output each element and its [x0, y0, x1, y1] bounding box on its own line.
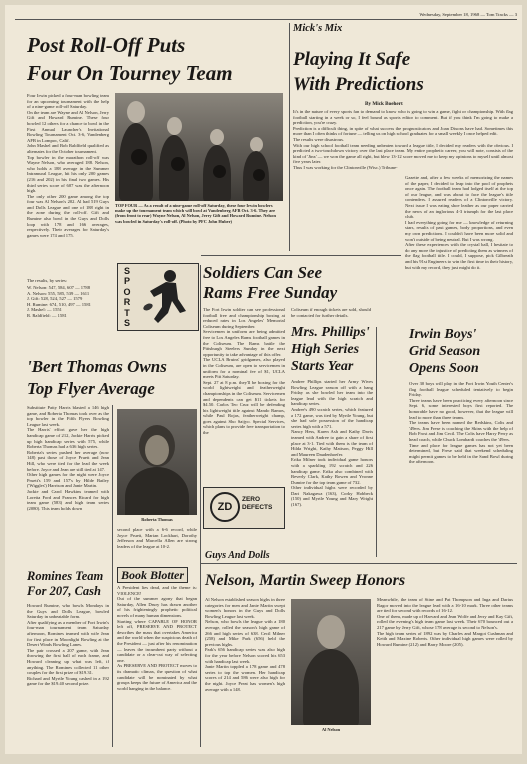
result-line: R. Raldfield: — 1581	[27, 312, 67, 318]
phillips-body: Andree Phillips started her Army Wives Bowling League season off with a bang Friday as she bowled her team into the league lead with the high scratch and handicap series. Andree's 490 scratch series, which featured a 172 game, was tied by Myrtle Young, but she had sole possession of the handicap series high with a 571. Nancy Hess, Karen Ash and Kathy Davis teamed with Andree to gain a share of first place at 3-1. Tied with them is the team of Hilda Wright, Kathy Mattson, Peggy Hill and Maureen Daudenhoefer. Erika Milner took individual game honors with a sparkling 192 scratch and 226 handicap game. Erika also combined with Beverly Clark, Kathy Bowen and Yvonne Dumire for the top team game of 732. Other individual highs were recorded by Dari Nakagawa (163), Corky Hobbeck (150) and Myrtle Young and Mary Wright (167).	[291, 379, 373, 508]
bowlers-team-photo	[115, 93, 283, 201]
section-rule	[376, 327, 377, 557]
romines-body: Howard Rumine, who bowls Mondays in the Guys and Dolls League, bowled Saturday in unbeatable form. After qualifying as a member of Fort Irwin's four-man tournament team Saturday afternoon, Romines teamed with wife Jean for first place in Moonlight Bowling at the Desert Winds Bowling Lanes. The pair crossed a 207 game, with Jean throwing the first ball of each frame, and Howard cleaning up what was left, if anything. The Romines collected 11 other couples for the first prize of $19.31. Richard and Myrtle Young cashed in a 192 game for the $19.40 second prize.	[27, 603, 109, 687]
rolloff-results	[27, 285, 109, 319]
irwin-boys-headline-1: Irwin Boys'	[409, 327, 477, 342]
al-nelson-photo	[291, 599, 371, 725]
al-nelson-caption: Al Nelson	[321, 727, 341, 732]
phillips-headline-1: Mrs. Phillips'	[291, 325, 370, 340]
sports-box	[117, 263, 199, 331]
column-headline-1: Playing It Safe	[293, 49, 411, 70]
soldiers-headline-2: Rams Free Sunday	[203, 283, 338, 302]
column-rule	[200, 265, 201, 747]
bowlers-photo-caption: TOP FOUR — As a result of a nine-game roll-off Saturday, these four Irwin bowlers make up the tournament team which will bowl at Vandenberg AFB Oct. 3-6. They are (from front to rear) Wayne Nelson, Al Nelson, Jerry Gift and Howard Rumine. Nelson was bowled in Saturday's roll-off. (Photo by PFC John Huber)	[115, 203, 276, 224]
rolloff-headline-2: Four On Tourney Team	[27, 61, 233, 85]
rolloff-results-title: The results, by series:	[27, 278, 68, 283]
thomas-headline-2: Top Flyer Average	[27, 379, 155, 398]
roberta-thomas-caption: Roberta Thomas	[141, 517, 173, 522]
soldiers-body-right: Coliseum if enough tickets are sold, should be contacted for further details.	[291, 307, 371, 318]
romines-headline-2: For 207, Cash	[27, 584, 101, 598]
phillips-headline-2: High Series	[291, 342, 360, 357]
nelson-body-right: Meanwhile, the team of Stine and Pat Thompson and Inga and Darius Ragor moved into the league lead with a 16-10 mark. Three other teams are tied for second with records of 16-12. One of them, made up of Harvard and Jean Wolfe and Jerry and Kay Gift, rolled the evening's high team game last week. Their 670 bounced out a 217 game by Jerry Gift, whose 178 average is second to Nelson's. The high team series of 1892 was by Charles and Margot Cushman and Keith and Maxine Roberts. Other individual high games were rolled by Howard Rumine (212) and Barry Moore (205).	[377, 597, 513, 647]
irwin-boys-headline-2: Grid Season	[409, 344, 481, 359]
soldiers-headline-1: Soldiers Can See	[203, 263, 323, 282]
sports-letters: SPORTS	[123, 266, 131, 329]
result-line: H. Rumine: 674, 510, 497 — 1581	[27, 301, 91, 307]
phillips-headline-3: Starts Year	[291, 359, 354, 374]
column-kicker: Mick's Mix	[293, 23, 343, 34]
column-body-left-cont	[293, 181, 401, 253]
guys-dolls-label: Guys And Dolls	[205, 550, 270, 561]
column-headline-2: With Predictions	[293, 74, 424, 95]
result-line: J. Gift: 528, 524, 527 — 1579	[27, 296, 83, 302]
zd-label: ZERO DEFECTS	[242, 496, 273, 511]
thomas-headline-1: 'Bert Thomas Owns	[27, 357, 167, 376]
column-byline: By Mick Boehert	[365, 101, 403, 107]
column-body-left: It's in the nature of every sports fan to demand to know who is going to win a game, fight or championship. With flag football starting in a week or so, I feel bound as sports editor to comment. But if you think I'm going to make a prediction, you're crazy. Prediction is a difficult thing, in spite of what success the prognosticators and Joan Dixons have had. Sometimes this more than I often thinks of fortune — telling us on high school graduates for a small weekly I once helped edit. The results were disastrous. With our high school football team needing unbeaten toward a league title, I decided my readers with the obvious. I predicted a two-touchdown victory over the last place team. My entire prophetic career, you will note, consists of the kind of 'Jinx' — we won the game all right, but blew 13-12 score moved me to keep my opinions to myself until almost five years later. Thus I was working for the Clintonville (Wisc.) Tribune-	[293, 109, 513, 170]
thomas-body: Substitute Patty Harris blasted a 146 high game, and Roberta Thomas took over as the top bowler in the Fifth Flyers Bowling League last week. The Harris' effort gave her the high handicap game of 212, Jackie Harris picked up high handicap series with 575, while Roberta Thomas had a 636 high series. Roberta's series pushed her average (now 148) past those of Joyce Pruett and Jean Hill, who were tied for the lead the week before. Joyce and Jean are still tied at 147. Other high games for the night were Joyce Pruett's 159 and 157's by Hilde Bailey ('Wiggles') Harrison and Janie Martin. Jackie and Carol Hawkins teamed with Loretta Ford and Frances Ricard for high team game (583) and high team series (2080). This team holds down	[27, 405, 109, 511]
folio-rule	[15, 19, 517, 20]
section-rule	[289, 23, 290, 251]
nelson-headline: Nelson, Martin Sweep Honors	[205, 572, 406, 589]
irwin-boys-headline-3: Opens Soon	[409, 361, 479, 376]
football-player-icon	[136, 267, 194, 327]
column-rule	[112, 405, 113, 747]
blotter-body: A President lies dead, and the theme is: VIOLENCE! Out of the summer agony that began Saturday, Allen Drury has drawn another of his frighteningly prophetic political novels of many human dimensions. Starting where CAPABLE OF HONOR left off, PRESERVE AND PROTECT describes the mass that overtakes America and the world when the suspicious death of the President — just after his renomination — leaves the incumbent party without a candidate or a clear-cut way of selecting one. As PRESERVE AND PROTECT moves to its dramatic climax, the question of what candidate will be nominated by what groups keeps the future of America and the world hanging in the balance.	[117, 585, 197, 691]
newspaper-page	[5, 5, 522, 754]
section-rule	[201, 255, 401, 256]
zd-emblem: ZD	[210, 492, 240, 522]
blotter-headline: Book Blotter	[117, 567, 188, 583]
column-body-right: Gazette and, after a few weeks of memorizing the names of the paper, I decided to leap into the pool of prophets once again. The football team had lodged itself at the top of our league, and was about to face the league's title contenders. I assured readers of a Clintonville victory. Next issue I was eating shoe leather as our paper carried the news of an inglorious 4-3 triumph for the last place club. I had everything going for me — knowledge of returning stars, results of past games, body proportions, and even my own predictions. I couldn't have been more solid and won't outside of being neutral. But I was wrong. After these experiences with the crystal ball, I hesitate to do any more the injustice of predicting them as winners of the flag football title. I could, I suppose, pick Gilbreath and his 91st Engineers to win the first time in their history, but with my record, they just might do it.	[405, 175, 513, 270]
rolloff-body: Four Irwin picked a four-man bowling team for an upcoming tournament with the help of a nine-game roll-off Saturday. On the team are Wayne and Al Nelson, Jerry Gift and Howard Rumine. These four bowled 12 others for a chance to bowl in the First Annual Launcher's Invitational Bowling Tournament Oct. 3-6, Vandenberg AFB in Lompoc, Calif. John Mashel and Bob Raldfield qualified as alternates for the October tournament. Top bowler in the marathon roll-off was Wayne Nelson, who averaged 188. Nelson, who holds a 188 average in the Summer Intramural League, hit his only 200 games (216 and 202) in his final two games. His third series score of 607 was the afternoon high. The only other 200 game among the top four was Al Nelson's 202. Al had 519 Guys and Dolls League and one of 188 right in the zone during the roll-off. Gift and Rumine also bowl in the Guys and Dolls loop with 178 and 166 averages, respectively. Their averages for Saturday's games were 174 and 175.	[27, 93, 109, 238]
result-line: W. Nelson: 547, 584, 607 — 1788	[27, 285, 90, 290]
result-line: J. Mashel: — 1551	[27, 307, 62, 313]
result-line: A. Nelson: 555, 585, 539 — 1611	[27, 290, 90, 296]
thomas-continued: second place with a 6-6 record, while Joyce Pruett, Marian Lockhart, Dorothy Jefferson and Marcella Allen are strong leaders of the league at 10-2.	[117, 527, 197, 549]
nelson-body-left: Al Nelson established season highs in three categories for men and Janie Martin swept women's honors in the Guys and Dolls Bowling League last week. Nelson, who bowls the league with a 180 average, rolled the season's high game of 266 and high series of 638. Cecil Milner (258) and Mike Park (656) held the previous highs. Park's 656 handicap series was also high for the year before Nelson scored his 653 with handicap last week. Janie Martin toppled a 178 game and 478 series to top the women. Her handicap scores of 214 and 586 were also high for the night. Joyce Preat has women's high average with a 148.	[205, 597, 285, 692]
roberta-thomas-photo	[117, 409, 197, 515]
soldiers-body-left: The Fort Irwin soldier can see professional football free and championship boxing at reduced rates in Los Angeles' Memorial Coliseum during September. Servicemen in uniform are being admitted free to Los Angeles Rams football games in the Coliseum. The Rams battle the Pittsburgh Steelers Sunday in the next opportunity to take advantage of this offer. The UCLA Bruins' gridgames, also played in the Coliseum, are open to servicemen in uniform for a nominal fee of $1, UCLA meets Pitt Saturday. Sept. 27 at 8 p.m. they'll be boxing for the world lightweight and featherweight championships in the Coliseum. Servicemen and dependents can get $11 tickets for $4.50. Carlos Teo Cruz will be defending his lightweight title against Mando Ramos, while Paul Rojas, featherweight champ, goes against Sho Saijyo. Special Services, which plans to provide free transportation to the	[203, 307, 285, 436]
romines-headline-1: Romines Team	[27, 569, 104, 583]
page-folio: Wednesday, September 18, 1968 — Tom Tracks — 3	[419, 12, 517, 17]
zero-defects-logo	[203, 487, 285, 529]
section-rule	[201, 563, 517, 564]
irwin-boys-body: Over 30 boys will play in the Fort Irwin Youth Center's flag football league scheduled tentatively to begin Friday. Three teams have been practicing every afternoon since Sept. 6, some interested boys first reported. The honorable have no good, however, that the league will lead to more than three teams. The teams have been named the Redskins, Colts and '49ers. Jim Frese is coaching the Skins with the help of Bob Frost and Jim Cecil. The Colts have Harry Perry as head coach, while Chuck Lombardi coaches the '49ers. Time and place for league games has not yet been determined, but Frese said that weekend scheduling might permit games to be held in the Sand Bowl during the afternoon.	[409, 381, 513, 465]
rolloff-headline-1: Post Roll-Off Puts	[27, 33, 186, 57]
